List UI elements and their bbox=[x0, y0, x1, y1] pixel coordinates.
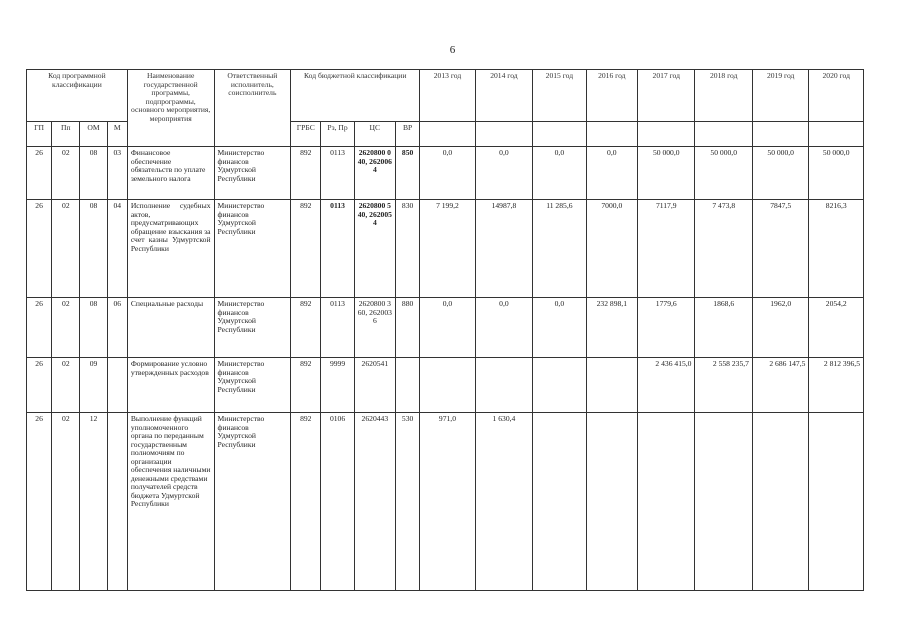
rzpr-cell: 0113 bbox=[321, 200, 354, 298]
gp-cell: 26 bbox=[27, 147, 52, 200]
header-budget-code: Код бюджетной классификации bbox=[291, 70, 420, 122]
value-2014: 14987,8 bbox=[475, 200, 532, 298]
value-2018: 2 558 235,7 bbox=[695, 358, 752, 413]
name-cell: Финансовое обеспечение обязательств по уплате земельного налога bbox=[127, 147, 214, 200]
header-program-code: Код программной классификации bbox=[27, 70, 128, 122]
header-gp: ГП bbox=[27, 122, 52, 147]
executor-cell: Министерство финансов Удмуртской Республики bbox=[214, 147, 291, 200]
page-number: 6 bbox=[449, 44, 456, 56]
gp-cell: 26 bbox=[27, 298, 52, 358]
m-cell: 03 bbox=[107, 147, 127, 200]
value-2018 bbox=[695, 413, 752, 591]
gp-cell: 26 bbox=[27, 200, 52, 298]
table-row bbox=[27, 147, 864, 200]
pp-cell: 02 bbox=[52, 200, 80, 298]
grbs-cell: 892 bbox=[291, 358, 321, 413]
value-2015: 0,0 bbox=[533, 147, 586, 200]
grbs-cell: 892 bbox=[291, 200, 321, 298]
table-row bbox=[27, 200, 864, 298]
name-cell: Исполнение судебных актов, предусматривающих обращение взыскания за счет казны Удмуртской Республики bbox=[127, 200, 214, 298]
value-2020: 2054,2 bbox=[809, 298, 864, 358]
value-2017: 1779,6 bbox=[638, 298, 695, 358]
value-2013: 0,0 bbox=[420, 147, 475, 200]
gp-cell: 26 bbox=[27, 358, 52, 413]
table-row bbox=[27, 413, 864, 591]
executor-cell: Министерство финансов Удмуртской Республики bbox=[214, 298, 291, 358]
table-row bbox=[27, 298, 864, 358]
om-cell: 08 bbox=[80, 147, 107, 200]
value-2016: 0,0 bbox=[586, 147, 637, 200]
rzpr-cell: 0106 bbox=[321, 413, 354, 591]
value-2017: 50 000,0 bbox=[638, 147, 695, 200]
header-year-2014: 2014 год bbox=[475, 70, 532, 122]
table-row bbox=[27, 358, 864, 413]
executor-cell: Министерство финансов Удмуртской Республики bbox=[214, 358, 291, 413]
pp-cell: 02 bbox=[52, 358, 80, 413]
header-year-2015: 2015 год bbox=[533, 70, 586, 122]
rzpr-cell: 0113 bbox=[321, 147, 354, 200]
pp-cell: 02 bbox=[52, 298, 80, 358]
value-2015: 0,0 bbox=[533, 298, 586, 358]
value-2019: 1962,0 bbox=[752, 298, 808, 358]
m-cell: 04 bbox=[107, 200, 127, 298]
m-cell bbox=[107, 413, 127, 591]
value-2014: 1 630,4 bbox=[475, 413, 532, 591]
value-2014: 0,0 bbox=[475, 298, 532, 358]
value-2013: 971,0 bbox=[420, 413, 475, 591]
header-om: ОМ bbox=[80, 122, 107, 147]
executor-cell: Министерство финансов Удмуртской Республики bbox=[214, 200, 291, 298]
value-2018: 1868,6 bbox=[695, 298, 752, 358]
m-cell: 06 bbox=[107, 298, 127, 358]
executor-cell: Министерство финансов Удмуртской Республики bbox=[214, 413, 291, 591]
cs-cell: 2620800 360, 2620036 bbox=[354, 298, 395, 358]
vr-cell bbox=[396, 358, 420, 413]
header-name: Наименование государственной программы, подпрограммы, основного мероприятия, мероприятия bbox=[127, 70, 214, 147]
value-2017: 7117,9 bbox=[638, 200, 695, 298]
value-2018: 7 473,8 bbox=[695, 200, 752, 298]
header-year-2018: 2018 год bbox=[695, 70, 752, 122]
cs-cell: 2620443 bbox=[354, 413, 395, 591]
name-cell: Выполнение функций уполномоченного органа по переданным государственным полномочиям по организации обеспечения наличными денежными средствами получателей средств бюджета Удмуртской Республики bbox=[127, 413, 214, 591]
value-2017 bbox=[638, 413, 695, 591]
value-2020: 50 000,0 bbox=[809, 147, 864, 200]
vr-cell: 530 bbox=[396, 413, 420, 591]
value-2018: 50 000,0 bbox=[695, 147, 752, 200]
rzpr-cell: 0113 bbox=[321, 298, 354, 358]
rzpr-cell: 9999 bbox=[321, 358, 354, 413]
value-2015: 11 285,6 bbox=[533, 200, 586, 298]
grbs-cell: 892 bbox=[291, 413, 321, 591]
value-2020 bbox=[809, 413, 864, 591]
value-2015 bbox=[533, 358, 586, 413]
value-2016: 7000,0 bbox=[586, 200, 637, 298]
header-m: М bbox=[107, 122, 127, 147]
header-year-2016: 2016 год bbox=[586, 70, 637, 122]
value-2019: 2 686 147,5 bbox=[752, 358, 808, 413]
value-2020: 2 812 396,5 bbox=[809, 358, 864, 413]
budget-table bbox=[26, 69, 864, 591]
value-2014 bbox=[475, 358, 532, 413]
name-cell: Формирование условно утвержденных расходов bbox=[127, 358, 214, 413]
header-year-2013: 2013 год bbox=[420, 70, 475, 122]
value-2016 bbox=[586, 413, 637, 591]
value-2017: 2 436 415,0 bbox=[638, 358, 695, 413]
value-2014: 0,0 bbox=[475, 147, 532, 200]
cs-cell: 2620800 540, 2620054 bbox=[354, 200, 395, 298]
name-cell: Специальные расходы bbox=[127, 298, 214, 358]
header-pp: Пп bbox=[52, 122, 80, 147]
gp-cell: 26 bbox=[27, 413, 52, 591]
grbs-cell: 892 bbox=[291, 298, 321, 358]
header-rzpr: Рз, Пр bbox=[321, 122, 354, 147]
om-cell: 12 bbox=[80, 413, 107, 591]
vr-cell: 850 bbox=[396, 147, 420, 200]
value-2013: 7 199,2 bbox=[420, 200, 475, 298]
pp-cell: 02 bbox=[52, 147, 80, 200]
om-cell: 08 bbox=[80, 298, 107, 358]
header-row bbox=[27, 70, 864, 122]
value-2016 bbox=[586, 358, 637, 413]
header-grbs: ГРБС bbox=[291, 122, 321, 147]
header-executor: Ответственный исполнитель, соисполнитель bbox=[214, 70, 291, 147]
grbs-cell: 892 bbox=[291, 147, 321, 200]
header-vr: ВР bbox=[396, 122, 420, 147]
value-2019 bbox=[752, 413, 808, 591]
value-2013 bbox=[420, 358, 475, 413]
value-2019: 7847,5 bbox=[752, 200, 808, 298]
cs-cell: 2620541 bbox=[354, 358, 395, 413]
m-cell bbox=[107, 358, 127, 413]
value-2013: 0,0 bbox=[420, 298, 475, 358]
cs-cell: 2620800 040, 2620064 bbox=[354, 147, 395, 200]
value-2020: 8216,3 bbox=[809, 200, 864, 298]
vr-cell: 880 bbox=[396, 298, 420, 358]
header-year-2020: 2020 год bbox=[809, 70, 864, 122]
value-2019: 50 000,0 bbox=[752, 147, 808, 200]
value-2015 bbox=[533, 413, 586, 591]
pp-cell: 02 bbox=[52, 413, 80, 591]
header-cs: ЦС bbox=[354, 122, 395, 147]
header-year-2017: 2017 год bbox=[638, 70, 695, 122]
header-year-2019: 2019 год bbox=[752, 70, 808, 122]
om-cell: 08 bbox=[80, 200, 107, 298]
value-2016: 232 898,1 bbox=[586, 298, 637, 358]
vr-cell: 830 bbox=[396, 200, 420, 298]
om-cell: 09 bbox=[80, 358, 107, 413]
